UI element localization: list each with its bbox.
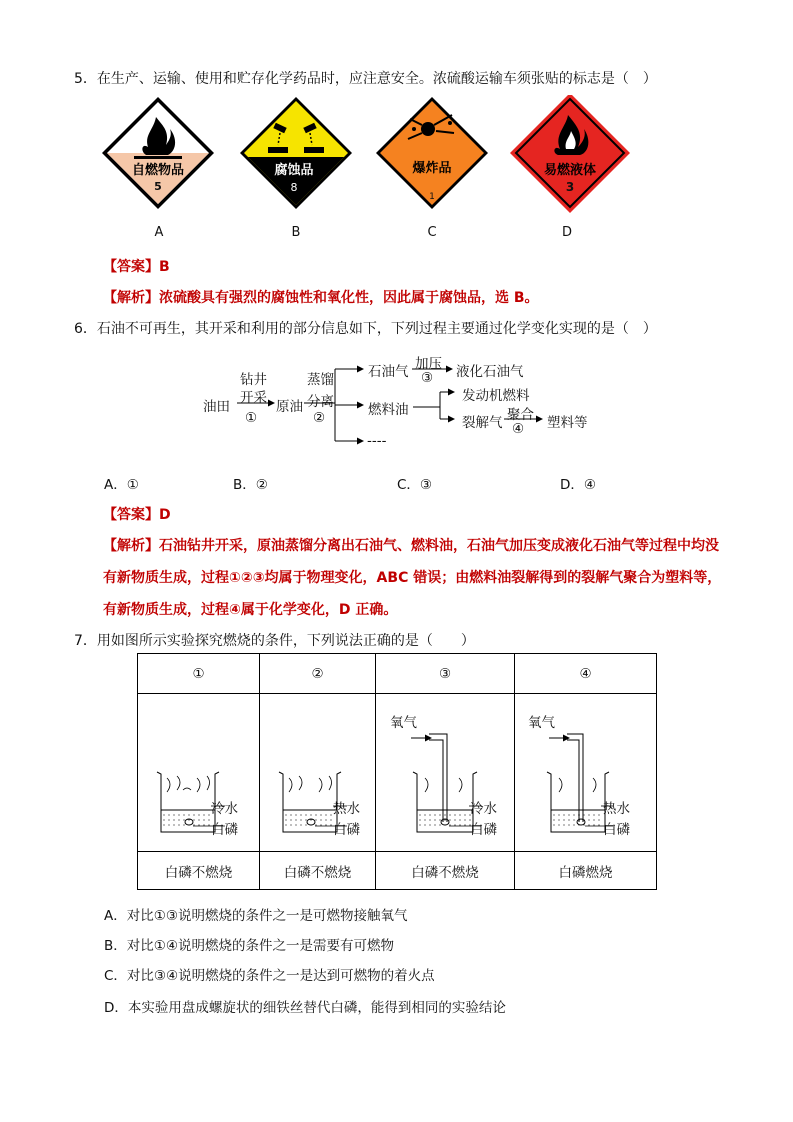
- q6-analysis-line-3: 有新物质生成，过程④属于化学变化，D 正确。: [103, 602, 398, 618]
- q6-analysis-line-1: [103, 535, 719, 555]
- header-1: ①: [138, 654, 260, 694]
- sign-c-number: 1: [429, 192, 435, 202]
- beaker-3-gas: 氧气: [390, 715, 417, 731]
- beaker-3-water: 冷水: [470, 801, 497, 817]
- beaker-1-water: 冷水: [211, 801, 238, 817]
- flow-cracked-gas: 裂解气: [462, 415, 503, 431]
- beaker-4-phosphorus: 白磷: [603, 822, 630, 838]
- q6-option-b: B．②: [233, 477, 268, 493]
- beaker-3-phosphorus: 白磷: [470, 822, 497, 838]
- flow-step1-top2: 开采: [240, 390, 267, 406]
- beaker-2-phosphorus: 白磷: [333, 822, 360, 838]
- flow-step2-top2: 分离: [307, 394, 334, 410]
- flow-step2-num: ②: [313, 410, 326, 426]
- sign-c-letter: C: [427, 225, 437, 240]
- beaker-4-water: 热水: [603, 801, 630, 817]
- answer-tag: 【答案】: [103, 259, 159, 275]
- hazard-signs: [100, 95, 630, 220]
- flow-step4-top: 聚合: [507, 407, 534, 423]
- q5-answer: [103, 256, 170, 276]
- flow-gas: 石油气: [368, 364, 409, 380]
- q7-option-b: B．对比①④说明燃烧的条件之一是需要有可燃物: [104, 938, 394, 954]
- flow-dots: ----: [367, 433, 387, 449]
- q5-analysis: [103, 287, 539, 307]
- flow-crude: 原油: [276, 399, 303, 415]
- beaker-2-water: 热水: [333, 801, 360, 817]
- header-3: ③: [376, 654, 515, 694]
- q7-option-d: D．本实验用盘成螺旋状的细铁丝替代白磷，能得到相同的实验结论: [104, 1000, 506, 1016]
- sign-a-number: 5: [154, 180, 162, 193]
- flow-step3-num: ③: [421, 370, 434, 386]
- flow-step4-num: ④: [512, 421, 525, 437]
- q6-option-c: C．③: [397, 477, 433, 493]
- result-3: 白磷不燃烧: [376, 852, 515, 890]
- flow-step1-top1: 钻井: [240, 372, 267, 388]
- flow-plastics: 塑料等: [547, 415, 588, 431]
- beaker-4-gas: 氧气: [528, 715, 555, 731]
- sign-a-letter: A: [154, 225, 164, 240]
- q6-option-d: D．④: [560, 477, 596, 493]
- sign-d-letter: D: [561, 225, 572, 240]
- answer-tag: 【答案】: [103, 507, 159, 523]
- q7-option-c: C．对比③④说明燃烧的条件之一是达到可燃物的着火点: [104, 968, 435, 984]
- result-1: 白磷不燃烧: [138, 852, 260, 890]
- answer-value: D: [159, 507, 171, 523]
- result-2: 白磷不燃烧: [260, 852, 376, 890]
- q6-analysis-line-2: 有新物质生成，过程①②③均属于物理变化，ABC 错误；由燃料油裂解得到的裂解气聚合为塑料等，: [103, 570, 722, 586]
- flow-fuel-oil: 燃料油: [368, 402, 409, 418]
- analysis-tag: 【解析】: [103, 538, 159, 554]
- flow-oilfield: 油田: [203, 399, 230, 415]
- result-4: 白磷燃烧: [515, 852, 657, 890]
- sign-d-flammable-liquid: [510, 95, 630, 213]
- sign-b-letter: B: [291, 225, 301, 240]
- q5-stem: 5．在生产、运输、使用和贮存化学药品时，应注意安全。浓硫酸运输车须张贴的标志是（ ）: [74, 71, 657, 87]
- beaker-1-phosphorus: 白磷: [211, 822, 238, 838]
- flow-step1-num: ①: [245, 410, 258, 426]
- q6-answer: [103, 504, 171, 524]
- sign-b-number: 8: [290, 181, 298, 194]
- flow-engine-fuel: 发动机燃料: [462, 388, 530, 404]
- analysis-tag: 【解析】: [103, 290, 159, 306]
- q7-stem: 7．用如图所示实验探究燃烧的条件，下列说法正确的是（ ）: [74, 633, 475, 649]
- q6-option-a: A．①: [104, 477, 139, 493]
- sign-a-label: 自燃物品: [131, 163, 184, 178]
- sign-d-number: 3: [565, 180, 575, 194]
- analysis-text: 石油钻井开采，原油蒸馏分离出石油气、燃料油，石油气加压变成液化石油气等过程中均没: [159, 538, 719, 554]
- header-4: ④: [515, 654, 657, 694]
- flow-lpg: 液化石油气: [456, 364, 524, 380]
- q6-stem: 6．石油不可再生，其开采和利用的部分信息如下，下列过程主要通过化学变化实现的是（ ）: [74, 321, 657, 337]
- sign-c-label: 爆炸品: [412, 161, 452, 176]
- flow-step2-top1: 蒸馏: [307, 372, 334, 388]
- sign-b-label: 腐蚀品: [274, 163, 314, 178]
- answer-value: B: [159, 259, 170, 275]
- analysis-text: 浓硫酸具有强烈的腐蚀性和氧化性，因此属于腐蚀品，选 B。: [159, 290, 539, 306]
- q7-option-a: A．对比①③说明燃烧的条件之一是可燃物接触氧气: [104, 908, 408, 924]
- header-2: ②: [260, 654, 376, 694]
- flow-step3-top: 加压: [415, 356, 442, 372]
- sign-d-label: 易燃液体: [543, 163, 596, 178]
